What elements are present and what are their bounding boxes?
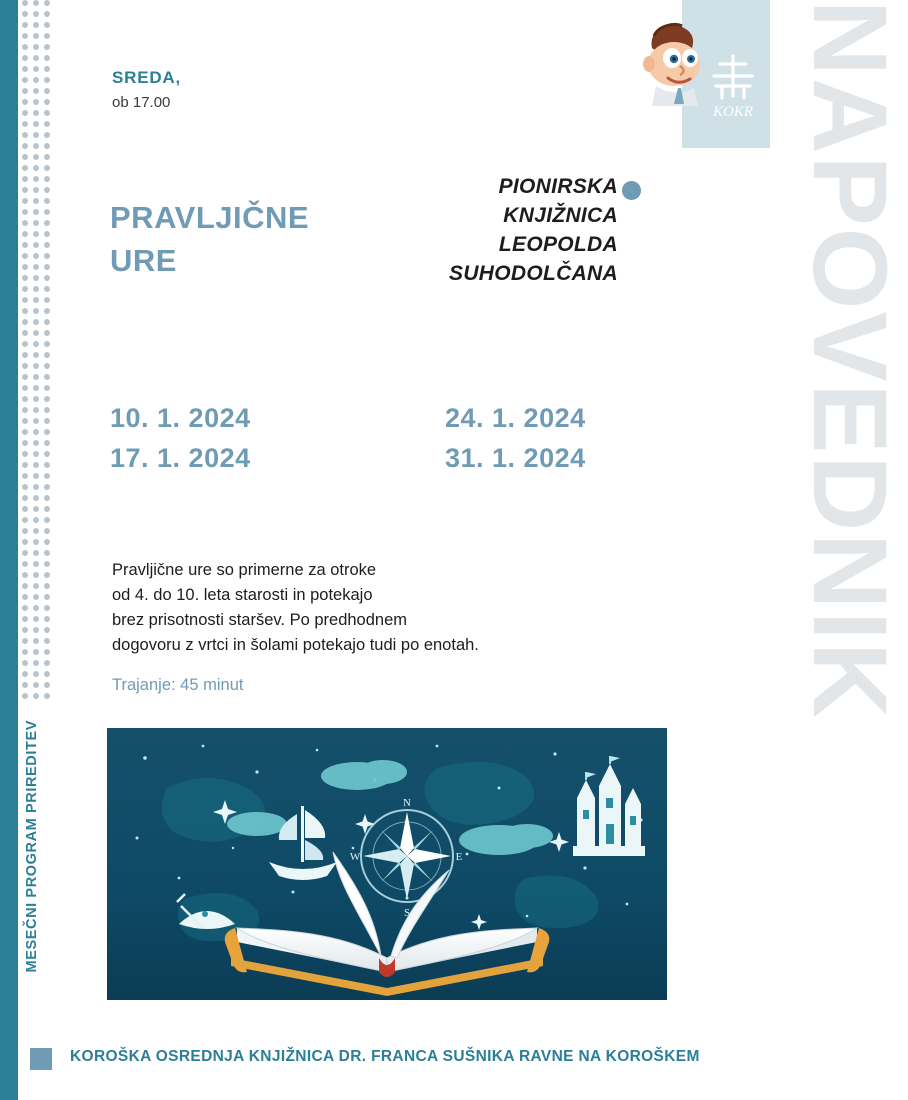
dot-row	[22, 594, 58, 605]
dot	[33, 407, 39, 413]
dot	[22, 561, 28, 567]
dot	[44, 231, 50, 237]
dot	[33, 209, 39, 215]
dot	[44, 176, 50, 182]
dot	[22, 605, 28, 611]
dot	[22, 11, 28, 17]
dot	[22, 341, 28, 347]
dot	[33, 22, 39, 28]
dot	[22, 55, 28, 61]
dot-row	[22, 506, 58, 517]
dot	[22, 627, 28, 633]
dot	[44, 473, 50, 479]
dot-row	[22, 605, 58, 616]
venue-line2: KNJIŽNICA	[503, 204, 618, 227]
dot	[22, 407, 28, 413]
dot	[44, 143, 50, 149]
dot	[44, 198, 50, 204]
dot	[22, 44, 28, 50]
dot	[22, 594, 28, 600]
dot	[33, 528, 39, 534]
dot-row	[22, 176, 58, 187]
dot	[44, 286, 50, 292]
dot	[44, 429, 50, 435]
dot	[22, 110, 28, 116]
dot	[44, 99, 50, 105]
dot	[22, 165, 28, 171]
dot	[22, 231, 28, 237]
mascot-icon	[632, 18, 718, 108]
dot-row	[22, 418, 58, 429]
dot-row	[22, 88, 58, 99]
dot	[33, 671, 39, 677]
dot	[44, 0, 50, 6]
dates-column-right	[445, 398, 605, 478]
dot	[44, 33, 50, 39]
dot	[22, 517, 28, 523]
dot	[33, 627, 39, 633]
dot	[22, 198, 28, 204]
dot-row	[22, 693, 58, 704]
dot	[33, 330, 39, 336]
dot	[22, 528, 28, 534]
dot	[22, 352, 28, 358]
dot-row	[22, 429, 58, 440]
dot	[33, 121, 39, 127]
dot	[33, 176, 39, 182]
dot-row	[22, 275, 58, 286]
dot	[22, 242, 28, 248]
dot	[33, 66, 39, 72]
dot	[22, 264, 28, 270]
dot	[44, 374, 50, 380]
dot	[44, 297, 50, 303]
duration-text: Trajanje: 45 minut	[112, 676, 244, 694]
date-item: 17. 1. 2024	[110, 443, 251, 473]
dot	[22, 220, 28, 226]
dot	[33, 253, 39, 259]
dot	[33, 561, 39, 567]
dot	[33, 77, 39, 83]
vertical-program-caption: MESEČNI PROGRAM PRIREDITEV	[24, 720, 40, 973]
dot	[44, 187, 50, 193]
dot	[33, 605, 39, 611]
watermark-napovednik: NAPOVEDNIK	[791, 0, 908, 721]
dot	[22, 132, 28, 138]
dot	[44, 660, 50, 666]
dot-row	[22, 572, 58, 583]
dates-column-left	[110, 398, 445, 478]
event-day: SREDA,	[112, 68, 182, 87]
dot	[33, 539, 39, 545]
dot	[22, 583, 28, 589]
dot-row	[22, 132, 58, 143]
dot-row	[22, 121, 58, 132]
svg-text:KOKR: KOKR	[712, 104, 754, 120]
dot-row	[22, 484, 58, 495]
dot-row	[22, 627, 58, 638]
description-line3: brez prisotnosti staršev. Po predhodnem	[112, 611, 408, 629]
dot	[44, 121, 50, 127]
left-accent-bar	[0, 0, 18, 1100]
dot-row	[22, 330, 58, 341]
description-line2: od 4. do 10. leta starosti in potekajo	[112, 586, 373, 604]
dot	[44, 44, 50, 50]
dot-row	[22, 319, 58, 330]
dot-row	[22, 473, 58, 484]
dot	[44, 451, 50, 457]
dot	[22, 363, 28, 369]
dot-row	[22, 11, 58, 22]
dot	[22, 396, 28, 402]
dot	[33, 187, 39, 193]
dot	[44, 66, 50, 72]
dot	[22, 671, 28, 677]
dot-row	[22, 154, 58, 165]
svg-text:N: N	[403, 797, 411, 809]
dot	[44, 638, 50, 644]
dot	[22, 473, 28, 479]
dot-row	[22, 352, 58, 363]
dot	[44, 605, 50, 611]
dot	[33, 374, 39, 380]
dot-row	[22, 231, 58, 242]
dot	[44, 528, 50, 534]
dot	[22, 539, 28, 545]
dot	[44, 154, 50, 160]
dot	[44, 330, 50, 336]
dot	[44, 649, 50, 655]
dot	[33, 319, 39, 325]
dot	[22, 88, 28, 94]
dot	[44, 264, 50, 270]
dot	[33, 231, 39, 237]
dot	[44, 517, 50, 523]
dot	[33, 99, 39, 105]
dot-row	[22, 517, 58, 528]
dot-row	[22, 341, 58, 352]
dot	[44, 671, 50, 677]
dot	[33, 165, 39, 171]
dot	[22, 99, 28, 105]
dot	[33, 308, 39, 314]
description-line1: Pravljične ure so primerne za otroke	[112, 561, 377, 579]
dot-row	[22, 385, 58, 396]
dot	[22, 660, 28, 666]
footer-square-icon	[30, 1048, 52, 1070]
dot-row	[22, 682, 58, 693]
dot	[33, 418, 39, 424]
dot	[33, 462, 39, 468]
dot	[33, 517, 39, 523]
dot-row	[22, 660, 58, 671]
dot	[22, 638, 28, 644]
dot	[33, 429, 39, 435]
dot	[33, 110, 39, 116]
dot-row	[22, 55, 58, 66]
event-time: ob 17.00	[112, 94, 171, 111]
dot	[44, 484, 50, 490]
dot	[44, 209, 50, 215]
dot	[33, 484, 39, 490]
dot	[44, 462, 50, 468]
dot	[44, 583, 50, 589]
dot	[33, 385, 39, 391]
dot-pattern-decoration	[22, 0, 58, 706]
dot	[33, 451, 39, 457]
dot	[33, 649, 39, 655]
dot-row	[22, 550, 58, 561]
dot	[22, 649, 28, 655]
dot	[44, 561, 50, 567]
dot	[44, 440, 50, 446]
event-title-line1: PRAVLJIČNE	[110, 200, 310, 235]
dot	[44, 616, 50, 622]
dot-row	[22, 286, 58, 297]
dot	[33, 286, 39, 292]
dot	[44, 495, 50, 501]
dot	[44, 539, 50, 545]
dot	[44, 572, 50, 578]
dot	[44, 308, 50, 314]
date-item: 10. 1. 2024	[110, 403, 251, 433]
dot-row	[22, 638, 58, 649]
dot	[33, 88, 39, 94]
dot	[33, 132, 39, 138]
dot	[33, 495, 39, 501]
dot-row	[22, 462, 58, 473]
dot-row	[22, 297, 58, 308]
dot-row	[22, 198, 58, 209]
dot	[33, 297, 39, 303]
dot	[33, 352, 39, 358]
dot	[44, 77, 50, 83]
dot	[44, 242, 50, 248]
dot	[33, 660, 39, 666]
dot	[44, 132, 50, 138]
dot-row	[22, 561, 58, 572]
dot	[44, 341, 50, 347]
dot	[22, 275, 28, 281]
dot	[33, 154, 39, 160]
dot	[22, 286, 28, 292]
dot-row	[22, 407, 58, 418]
dot-row	[22, 220, 58, 231]
dot	[22, 418, 28, 424]
dot-row	[22, 671, 58, 682]
dot	[22, 0, 28, 6]
dot	[22, 319, 28, 325]
dot	[44, 407, 50, 413]
venue-line3: LEOPOLDA	[498, 233, 618, 256]
dot-row	[22, 583, 58, 594]
dot-row	[22, 396, 58, 407]
dot-row	[22, 187, 58, 198]
dot	[33, 396, 39, 402]
dot	[33, 341, 39, 347]
dot	[44, 110, 50, 116]
dot-row	[22, 110, 58, 121]
dot-row	[22, 308, 58, 319]
dot	[22, 451, 28, 457]
dot	[22, 429, 28, 435]
dot	[33, 506, 39, 512]
dot-row	[22, 22, 58, 33]
svg-text:W: W	[349, 851, 361, 863]
dot	[33, 572, 39, 578]
dot	[33, 198, 39, 204]
dot-row	[22, 165, 58, 176]
dot-row	[22, 495, 58, 506]
description-block	[112, 558, 632, 658]
dot	[22, 572, 28, 578]
dot-row	[22, 616, 58, 627]
venue-line4: SUHODOLČANA	[449, 262, 618, 285]
dot	[33, 616, 39, 622]
dot	[22, 693, 28, 699]
dot-row	[22, 0, 58, 11]
dates-block	[110, 398, 610, 478]
dot-row	[22, 363, 58, 374]
dot-row	[22, 209, 58, 220]
dot	[22, 495, 28, 501]
dot-row	[22, 143, 58, 154]
dot	[33, 275, 39, 281]
dot-row	[22, 242, 58, 253]
dot	[44, 693, 50, 699]
dot	[22, 33, 28, 39]
dot	[33, 264, 39, 270]
dot	[44, 396, 50, 402]
dot	[44, 594, 50, 600]
dot	[22, 297, 28, 303]
dot-row	[22, 539, 58, 550]
dot	[33, 594, 39, 600]
dot	[33, 440, 39, 446]
svg-text:E: E	[455, 851, 463, 863]
dot	[44, 165, 50, 171]
dot	[22, 176, 28, 182]
dot-row	[22, 528, 58, 539]
dot	[22, 385, 28, 391]
dot-row	[22, 33, 58, 44]
dot	[22, 440, 28, 446]
dot	[33, 143, 39, 149]
dot	[44, 253, 50, 259]
dot	[33, 550, 39, 556]
dot	[44, 220, 50, 226]
dot	[33, 55, 39, 61]
dot-row	[22, 44, 58, 55]
dot	[33, 33, 39, 39]
dot-row	[22, 66, 58, 77]
dot	[44, 506, 50, 512]
dot	[33, 682, 39, 688]
dot	[44, 627, 50, 633]
open-book-illustration	[107, 728, 667, 1000]
svg-text:S: S	[403, 907, 411, 919]
dot	[22, 209, 28, 215]
dot-row	[22, 649, 58, 660]
dot	[44, 11, 50, 17]
dot-row	[22, 451, 58, 462]
dot	[22, 550, 28, 556]
dot	[22, 154, 28, 160]
dot	[44, 88, 50, 94]
footer-library-name: KOROŠKA OSREDNJA KNJIŽNICA DR. FRANCA SUŠNIKA RAVNE NA KOROŠKEM	[70, 1048, 700, 1065]
dot	[33, 583, 39, 589]
dot	[44, 352, 50, 358]
dot	[22, 462, 28, 468]
dot	[22, 66, 28, 72]
venue-block	[258, 172, 618, 288]
dot	[44, 55, 50, 61]
dot	[33, 11, 39, 17]
dot	[33, 220, 39, 226]
dot	[44, 319, 50, 325]
dot	[22, 308, 28, 314]
venue-bullet-dot	[622, 181, 641, 200]
dot	[22, 506, 28, 512]
dot	[22, 682, 28, 688]
dot	[44, 682, 50, 688]
dot	[33, 693, 39, 699]
dot	[33, 638, 39, 644]
dot	[33, 44, 39, 50]
dot	[22, 187, 28, 193]
date-item: 31. 1. 2024	[445, 443, 586, 473]
dot	[22, 121, 28, 127]
dot	[22, 374, 28, 380]
dot-row	[22, 440, 58, 451]
dot	[22, 22, 28, 28]
dot	[44, 418, 50, 424]
dot	[44, 385, 50, 391]
dot	[22, 330, 28, 336]
description-line4: dogovoru z vrtci in šolami potekajo tudi po enotah.	[112, 636, 479, 654]
dot-row	[22, 99, 58, 110]
dot	[44, 363, 50, 369]
dot	[33, 363, 39, 369]
dot	[22, 616, 28, 622]
dot	[44, 22, 50, 28]
venue-line1: PIONIRSKA	[498, 175, 618, 198]
dot	[33, 242, 39, 248]
event-title-line2: URE	[110, 243, 177, 278]
date-item: 24. 1. 2024	[445, 403, 586, 433]
dot-row	[22, 264, 58, 275]
dot	[33, 473, 39, 479]
dot	[44, 550, 50, 556]
dot-row	[22, 374, 58, 385]
dot	[22, 253, 28, 259]
dot-row	[22, 77, 58, 88]
dot	[22, 143, 28, 149]
dot-row	[22, 253, 58, 264]
dot	[22, 77, 28, 83]
dot	[33, 0, 39, 6]
dot	[44, 275, 50, 281]
dot	[22, 484, 28, 490]
